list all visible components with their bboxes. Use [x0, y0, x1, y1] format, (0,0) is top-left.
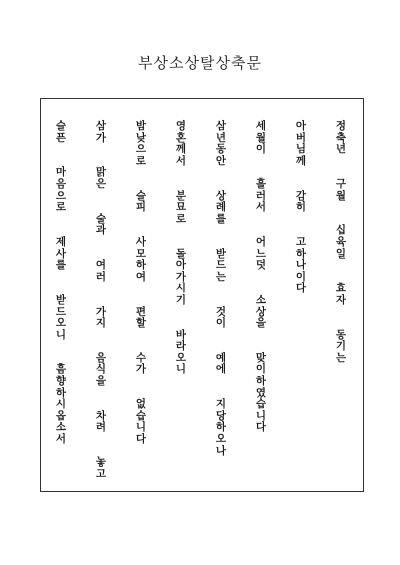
column-char: 께	[295, 154, 307, 167]
column-char: 하	[215, 421, 227, 434]
column-char: 가	[95, 305, 107, 318]
column-char: 드	[215, 259, 227, 272]
column-gap	[139, 376, 143, 388]
column-char: 세	[255, 120, 267, 132]
column-char: 지	[215, 398, 227, 411]
text-column-1	[333, 121, 349, 364]
column-char: 서	[175, 154, 187, 167]
column-char: 어	[255, 235, 267, 248]
column-gap	[219, 237, 223, 249]
column-char: 라	[175, 340, 187, 353]
column-char: 육	[335, 235, 347, 248]
column-char: 없	[135, 398, 147, 411]
text-column-3	[253, 121, 269, 434]
column-char: 모	[135, 247, 147, 260]
column-gap	[299, 179, 303, 191]
column-gap	[219, 376, 223, 388]
column-gap	[219, 179, 223, 191]
column-char: 님	[295, 143, 307, 156]
column-char: 상	[255, 305, 267, 318]
column-char: 하	[55, 386, 67, 399]
column-char: 놓	[95, 456, 107, 469]
column-char: 수	[135, 351, 147, 364]
column-char: 덧	[255, 259, 267, 272]
column-char: 나	[295, 259, 307, 272]
column-char: 니	[175, 363, 187, 376]
column-char: 피	[135, 201, 147, 214]
column-char: 예	[215, 351, 227, 364]
column-char: 제	[55, 235, 67, 248]
column-char: 습	[255, 398, 267, 411]
column-char: 아	[295, 120, 307, 132]
text-column-4	[213, 121, 229, 457]
column-char: 사	[135, 235, 147, 248]
column-char: 은	[95, 177, 107, 190]
column-char: 돌	[175, 247, 187, 260]
column-char: 당	[215, 409, 227, 422]
column-char: 식	[95, 363, 107, 376]
column-gap	[139, 179, 143, 191]
column-char: 향	[55, 375, 67, 388]
column-gap	[99, 202, 103, 214]
column-char: 버	[295, 131, 307, 144]
column-char: 니	[55, 328, 67, 341]
column-char: 월	[255, 131, 267, 144]
column-char: 마	[55, 166, 67, 179]
column-char: 다	[255, 421, 267, 434]
text-column-5	[173, 121, 189, 376]
column-char: 하	[255, 375, 267, 388]
column-char: 흘	[255, 177, 267, 190]
column-char: 옵	[55, 409, 67, 422]
column-char: 십	[335, 224, 347, 237]
column-char: 월	[335, 189, 347, 202]
column-char: 로	[135, 154, 147, 167]
column-char: 분	[175, 189, 187, 202]
column-char: 삼	[95, 120, 107, 132]
column-char: 차	[95, 409, 107, 422]
column-char: 여	[135, 270, 147, 283]
column-char: 편	[135, 305, 147, 318]
column-char: 일	[335, 247, 347, 260]
column-gap	[219, 295, 223, 307]
text-column-6	[133, 121, 149, 446]
column-char: 과	[95, 224, 107, 237]
column-char: 자	[335, 293, 347, 306]
column-char: 고	[95, 467, 107, 480]
column-gap	[179, 237, 183, 249]
column-char: 오	[175, 351, 187, 364]
column-char: 에	[215, 363, 227, 376]
column-char: 는	[335, 351, 347, 364]
column-char: 소	[55, 421, 67, 434]
column-char: 례	[215, 201, 227, 214]
column-char: 으	[135, 143, 147, 156]
column-char: 기	[175, 293, 187, 306]
column-char: 지	[95, 317, 107, 330]
column-char: 축	[335, 131, 347, 144]
column-gap	[179, 318, 183, 330]
column-char: 서	[255, 201, 267, 214]
column-char: 가	[175, 270, 187, 283]
column-char: 바	[175, 328, 187, 341]
column-gap	[339, 260, 343, 272]
column-char: 아	[175, 259, 187, 272]
column-char: 가	[135, 363, 147, 376]
column-char: 으	[55, 189, 67, 202]
column-char: 슬	[55, 120, 67, 132]
text-column-2	[293, 121, 309, 295]
column-char: 을	[255, 317, 267, 330]
column-char: 로	[175, 212, 187, 225]
column-char: 혼	[175, 131, 187, 144]
column-char: 나	[215, 444, 227, 457]
column-gap	[99, 295, 103, 307]
column-char: 이	[295, 270, 307, 283]
column-char: 러	[255, 189, 267, 202]
column-char: 사	[55, 247, 67, 260]
column-char: 동	[215, 143, 227, 156]
column-char: 시	[175, 282, 187, 295]
column-char: 오	[215, 433, 227, 446]
column-char: 니	[255, 409, 267, 422]
column-char: 였	[255, 386, 267, 399]
column-char: 고	[295, 235, 307, 248]
column-gap	[139, 295, 143, 307]
column-char: 이	[215, 317, 227, 330]
text-column-7	[93, 121, 109, 480]
column-char: 를	[215, 212, 227, 225]
column-gap	[99, 434, 103, 446]
column-char: 할	[135, 317, 147, 330]
column-char: 상	[215, 189, 227, 202]
column-char: 효	[335, 282, 347, 295]
column-char: 다	[295, 282, 307, 295]
document-title: 부상소상탈상축문	[138, 54, 262, 72]
column-char: 이	[255, 143, 267, 156]
column-char: 기	[335, 340, 347, 353]
column-char: 시	[55, 398, 67, 411]
column-char: 로	[55, 201, 67, 214]
column-char: 히	[295, 201, 307, 214]
column-char: 께	[175, 143, 187, 156]
column-char: 감	[295, 189, 307, 202]
column-char: 이	[255, 363, 267, 376]
column-gap	[339, 318, 343, 330]
column-gap	[339, 202, 343, 214]
column-char: 을	[95, 375, 107, 388]
column-char: 하	[295, 247, 307, 260]
column-char: 낮	[135, 131, 147, 144]
column-char: 받	[215, 247, 227, 260]
column-char: 구	[335, 177, 347, 190]
column-char: 흠	[55, 363, 67, 376]
column-char: 서	[55, 433, 67, 446]
column-char: 픈	[55, 131, 67, 144]
column-char: 가	[95, 131, 107, 144]
column-char: 러	[95, 270, 107, 283]
column-char: 는	[215, 270, 227, 283]
column-char: 음	[55, 177, 67, 190]
column-gap	[99, 237, 103, 249]
column-char: 소	[255, 293, 267, 306]
column-char: 려	[95, 421, 107, 434]
column-char: 슬	[135, 189, 147, 202]
text-column-8	[53, 121, 69, 446]
column-char: 맑	[95, 166, 107, 179]
column-char: 동	[335, 328, 347, 341]
column-char: 하	[135, 259, 147, 272]
column-char: 년	[215, 131, 227, 144]
column-char: 영	[175, 120, 187, 132]
column-char: 니	[135, 421, 147, 434]
column-char: 안	[215, 154, 227, 167]
column-char: 술	[95, 212, 107, 225]
column-char: 맞	[255, 351, 267, 364]
column-char: 정	[335, 120, 347, 132]
prayer-text-box	[40, 98, 364, 492]
column-char: 다	[135, 433, 147, 446]
column-char: 여	[95, 259, 107, 272]
column-char: 오	[55, 317, 67, 330]
column-char: 년	[335, 143, 347, 156]
column-char: 습	[135, 409, 147, 422]
column-char: 받	[55, 293, 67, 306]
column-char: 를	[55, 259, 67, 272]
column-char: 삼	[215, 120, 227, 132]
column-char: 밤	[135, 120, 147, 132]
column-char: 묘	[175, 201, 187, 214]
column-char: 음	[95, 351, 107, 364]
column-char: 느	[255, 247, 267, 260]
column-char: 드	[55, 305, 67, 318]
column-gap	[179, 179, 183, 191]
column-char: 것	[215, 305, 227, 318]
